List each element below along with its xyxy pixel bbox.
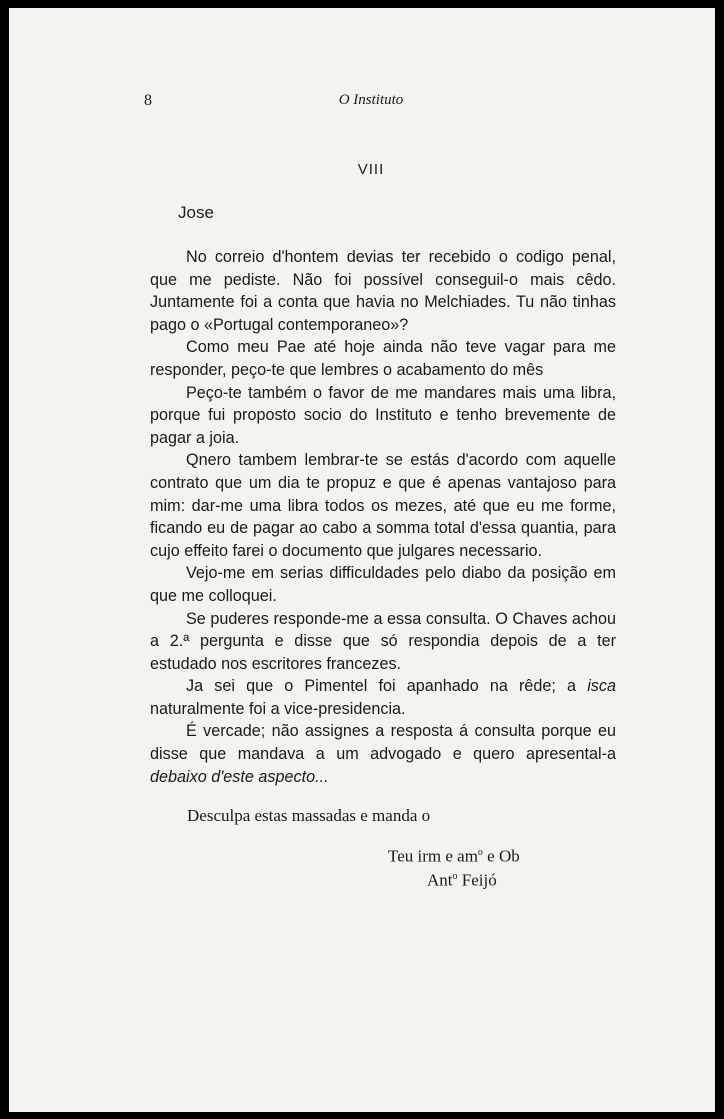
paragraph: Peço-te também o favor de me mandares mais uma libra, porque fui proposto socio do Instituto e tenho brevemente de pagar a joia. (150, 383, 616, 447)
paragraph (150, 675, 616, 720)
page-number: 8 (144, 92, 152, 109)
italic-text: debaixo d'este aspecto... (150, 767, 329, 786)
signature-text: Ant (427, 870, 453, 890)
book-page (9, 8, 715, 1112)
paragraph: Como meu Pae até hoje ainda não teve vagar para me responder, peço-te que lembres o acabamento do mês (150, 338, 616, 379)
letter-number: VIII (357, 161, 385, 178)
closing-line: Desculpa estas massadas e manda o (187, 806, 431, 825)
paragraph (150, 720, 616, 788)
paragraph: Vejo-me em serias difficuldades pelo diabo da posição em que me colloquei. (150, 564, 616, 605)
signature-text: Feijó (457, 870, 497, 890)
paragraph: No correio d'hontem devias ter recebido o codigo penal, que me pediste. Não foi possível conseguil-o mais cêdo. Juntamente foi a conta que havia no Melchiades. Tu não tinhas pago o «Portugal contemporaneo»? (150, 248, 616, 334)
salutation: Jose (178, 203, 214, 222)
superscript: o (477, 847, 483, 858)
paragraph-text: Ja sei que o Pimentel foi apanhado na rêde; a (186, 677, 588, 696)
superscript: o (452, 871, 458, 882)
italic-text: isca (587, 677, 616, 696)
paragraph-text: É vercade; não assignes a resposta á consulta porque eu disse que mandava a um advogado e quero apresental-a (150, 722, 616, 764)
paragraph: Qnero tambem lembrar-te se estás d'acordo com aquelle contrato que um dia te propuz e que é apenas vantajoso para mim: dar-me uma libra todos os mezes, até que eu me forme, ficando eu de pagar ao cabo a somma total d'essa quantia, para cujo effeito farei o documento que julgares necessario. (150, 451, 616, 560)
signature-text: e Ob (482, 846, 520, 866)
running-title: O Instituto (338, 92, 404, 108)
paragraph: Se puderes responde-me a essa consulta. O Chaves achou a 2.ª pergunta e disse que só respondia depois de a ter estudado nos escritores francezes. (150, 609, 616, 673)
signature-text: Teu irm e am (388, 846, 478, 866)
signature-name (427, 865, 497, 893)
paragraph-text: naturalmente foi a vice-presidencia. (150, 699, 406, 718)
page-header (9, 92, 715, 112)
letter-body (150, 246, 616, 788)
